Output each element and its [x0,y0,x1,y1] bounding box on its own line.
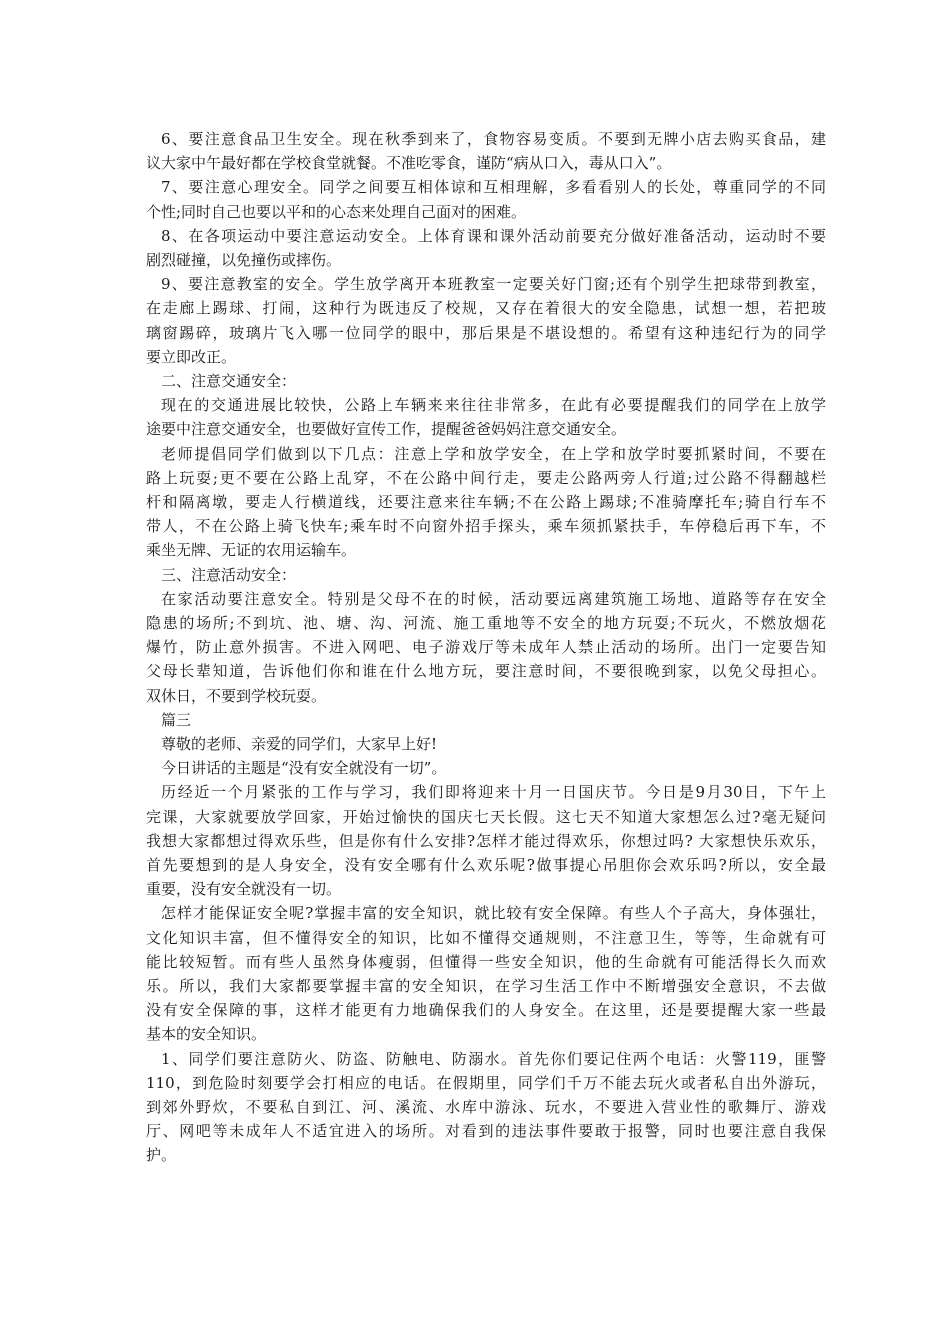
text-line: 7、要注意心理安全。同学之间要互相体谅和互相理解，多看看别人的长处，尊重同学的不同 [161,178,826,197]
text-line: 父母长辈知道，告诉他们你和谁在什么地方玩，要注意时间，不要很晚到家，以免父母担心。 [146,662,826,681]
text-line: 带人，不在公路上骑飞快车;乘车时不向窗外招手探头，乘车须抓紧扶手，车停稳后再下车，不 [146,517,826,536]
text-line: 途要中注意交通安全，也要做好宣传工作，提醒爸爸妈妈注意交通安全。 [146,420,627,439]
text-line: 剧烈碰撞，以免撞伤或摔伤。 [146,251,342,269]
text-line: 三、注意活动安全： [161,565,297,584]
text-line: 没有安全保障的事，这样才能更有力地确保我们的人身安全。在这里，还是要提醒大家一些最 [146,1001,826,1020]
text-line: 路上玩耍;更不要在公路上乱穿，不在公路中间行走，要走公路两旁人行道;过公路不得翻越栏 [146,468,826,487]
text-line: 9、要注意教室的安全。学生放学离开本班教室一定要关好门窗;还有个别学生把球带到教室， [161,275,826,294]
text-line: 基本的安全知识。 [146,1025,267,1044]
text-line: 完课，大家就要放学回家，开始过愉快的国庆七天长假。这七天不知道大家想怎么过?毫无疑问 [146,807,826,826]
text-line: 个性;同时自己也要以平和的心态来处理自己面对的困难。 [146,202,527,221]
text-line: 厅、网吧等未成年人不适宜进入的场所。对看到的违法事件要敢于报警，同时也要注意自我保 [146,1122,826,1141]
text-line: 护。 [146,1146,177,1165]
text-line: 110，到危险时刻要学会打相应的电话。在假期里，同学们千万不能去玩火或者私自出外游玩， [146,1073,826,1092]
text-line: 8、在各项运动中要注意运动安全。上体育课和课外活动前要充分做好准备活动，运动时不要 [161,226,826,245]
text-line: 能比较短暂。而有些人虽然身体瘦弱，但懂得一些安全知识，他的生命就有可能活得长久而欢 [146,952,826,971]
text-line: 1、同学们要注意防火、防盗、防触电、防溺水。首先你们要记住两个电话：火警119，匪警 [161,1049,826,1068]
text-line: 重要，没有安全就没有一切。 [146,880,342,899]
text-line: 6、要注意食品卫生安全。现在秋季到来了，食物容易变质。不要到无牌小店去购买食品，建 [161,130,826,148]
text-line: 要立即改正。 [146,347,237,366]
text-line: 首先要想到的是人身安全，没有安全哪有什么欢乐呢?做事提心吊胆你会欢乐吗?所以，安全最 [146,856,826,874]
text-line: 尊敬的老师、亲爱的同学们，大家早上好! [161,735,438,753]
text-line: 我想大家都想过得欢乐些，但是你有什么安排?怎样才能过得欢乐，你想过吗? 大家想快乐欢乐， [146,831,826,850]
text-line: 乘坐无牌、无证的农用运输车。 [146,541,357,560]
text-line: 隐患的场所;不到坑、池、塘、沟、河流、施工重地等不安全的地方玩耍;不玩火，不燃放烟花 [146,614,826,632]
text-line: 历经近一个月紧张的工作与学习，我们即将迎来十月一日国庆节。今日是9月30日，下午上 [161,783,826,802]
text-line: 老师提倡同学们做到以下几点：注意上学和放学安全，在上学和放学时要抓紧时间，不要在 [161,444,826,463]
text-line: 双休日，不要到学校玩耍。 [146,686,327,705]
text-line: 篇三 [161,710,192,729]
text-line: 乐。所以，我们大家都要掌握丰富的安全知识，在学习生活工作中不断增强安全意识，不去做 [146,977,826,995]
text-line: 文化知识丰富，但不懂得安全的知识，比如不懂得交通规则，不注意卫生，等等，生命就有可 [146,928,826,947]
text-line: 今日讲话的主题是“没有安全就没有一切”。 [161,759,447,778]
text-line: 在走廊上踢球、打闹，这种行为既违反了校规，又存在着很大的安全隐患，试想一想，若把玻 [146,299,826,318]
text-line: 在家活动要注意安全。特别是父母不在的时候，活动要远离建筑施工场地、道路等存在安全 [161,589,826,608]
text-line: 怎样才能保证安全呢?掌握丰富的安全知识，就比较有安全保障。有些人个子高大，身体强壮， [161,904,826,923]
text-line: 爆竹，防止意外损害。不进入网吧、电子游戏厅等未成年人禁止活动的场所。出门一定要告知 [146,638,826,657]
text-line: 到郊外野炊，不要私自到江、河、溪流、水库中游泳、玩水，不要进入营业性的歌舞厅、游戏 [146,1098,826,1116]
text-line: 杆和隔离墩，要走人行横道线，还要注意来往车辆;不在公路上踢球;不准骑摩托车;骑自行车不 [146,493,826,511]
text-line: 议大家中午最好都在学校食堂就餐。不准吃零食，谨防“病从口入，毒从口入”。 [146,154,672,173]
text-line: 现在的交通进展比较快，公路上车辆来来往往非常多，在此有必要提醒我们的同学在上放学 [161,396,826,415]
text-line: 二、注意交通安全： [161,372,297,390]
text-line: 璃窗踢碎，玻璃片飞入哪一位同学的眼中，那后果是不堪设想的。希望有这种违纪行为的同学 [146,323,826,342]
